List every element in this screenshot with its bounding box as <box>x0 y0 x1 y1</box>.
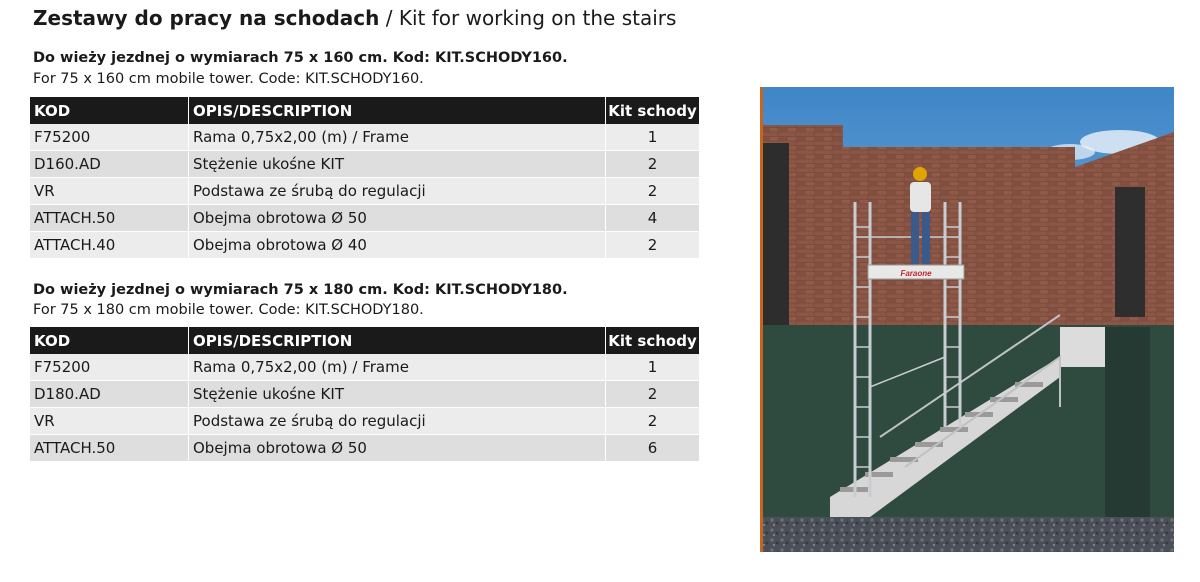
cell-quantity: 2 <box>606 381 700 408</box>
cell-quantity: 2 <box>606 151 700 178</box>
table-row <box>30 408 699 435</box>
right-dark-wall <box>1105 327 1150 527</box>
cell-description: Stężenie ukośne KIT <box>189 381 606 408</box>
table-row <box>30 205 699 232</box>
column-header-quantity: Kit schody <box>606 327 700 354</box>
table-header-row <box>30 97 699 124</box>
cell-quantity: 1 <box>606 124 700 151</box>
page-title-en: Kit for working on the stairs <box>398 6 677 30</box>
cell-code: D160.AD <box>30 151 189 178</box>
table-row <box>30 232 699 259</box>
table-row <box>30 381 699 408</box>
cell-quantity: 1 <box>606 354 700 381</box>
cell-description: Obejma obrotowa Ø 50 <box>189 205 606 232</box>
scaffold-on-stairs-illustration <box>760 87 1174 552</box>
cell-quantity: 2 <box>606 178 700 205</box>
column-header-quantity: Kit schody <box>606 97 700 124</box>
cell-code: F75200 <box>30 354 189 381</box>
cell-description: Stężenie ukośne KIT <box>189 151 606 178</box>
cell-code: ATTACH.40 <box>30 232 189 259</box>
cell-code: VR <box>30 408 189 435</box>
cell-code: F75200 <box>30 124 189 151</box>
platform-brand-logo: Faraone <box>900 269 932 278</box>
section-1-heading-en: For 75 x 160 cm mobile tower. Code: KIT.SCHODY160. <box>33 71 424 87</box>
page-title-pl: Zestawy do pracy na schodach <box>33 6 380 30</box>
table-row <box>30 124 699 151</box>
table-row <box>30 178 699 205</box>
cell-description: Rama 0,75x2,00 (m) / Frame <box>189 124 606 151</box>
section-2-heading-en: For 75 x 180 cm mobile tower. Code: KIT.SCHODY180. <box>33 302 424 318</box>
cell-code: VR <box>30 178 189 205</box>
column-header-code: KOD <box>30 327 189 354</box>
table-header-row <box>30 327 699 354</box>
cell-description: Podstawa ze śrubą do regulacji <box>189 178 606 205</box>
cell-code: ATTACH.50 <box>30 205 189 232</box>
right-doorway <box>1115 187 1145 317</box>
cell-quantity: 4 <box>606 205 700 232</box>
section-2-heading-pl: Do wieży jezdnej o wymiarach 75 x 180 cm. Kod: KIT.SCHODY180. <box>33 282 568 298</box>
column-header-description: OPIS/DESCRIPTION <box>189 97 606 124</box>
cell-description: Rama 0,75x2,00 (m) / Frame <box>189 354 606 381</box>
cell-code: ATTACH.50 <box>30 435 189 462</box>
kit-table-160 <box>30 97 699 259</box>
column-header-description: OPIS/DESCRIPTION <box>189 327 606 354</box>
cell-description: Obejma obrotowa Ø 40 <box>189 232 606 259</box>
page-title-separator: / <box>379 6 399 30</box>
cell-description: Podstawa ze śrubą do regulacji <box>189 408 606 435</box>
table-row <box>30 354 699 381</box>
cell-code: D180.AD <box>30 381 189 408</box>
page-title <box>33 6 676 30</box>
landing-block <box>1060 327 1112 367</box>
table-row <box>30 435 699 462</box>
column-header-code: KOD <box>30 97 189 124</box>
table-row <box>30 151 699 178</box>
cell-quantity: 2 <box>606 232 700 259</box>
cell-description: Obejma obrotowa Ø 50 <box>189 435 606 462</box>
cell-quantity: 2 <box>606 408 700 435</box>
cell-quantity: 6 <box>606 435 700 462</box>
gravel-ground <box>763 517 1174 552</box>
kit-table-180 <box>30 327 699 462</box>
section-1-heading-pl: Do wieży jezdnej o wymiarach 75 x 160 cm. Kod: KIT.SCHODY160. <box>33 50 568 66</box>
